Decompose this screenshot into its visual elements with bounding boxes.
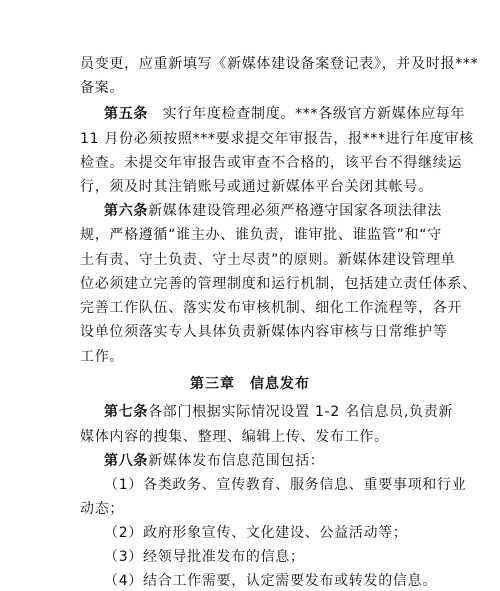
article-6-line-6: 设单位须落实专人具体负责新媒体内容审核与日常维护等 [80, 324, 448, 340]
article-7-label: 第七条 [104, 404, 149, 420]
article-5-label: 第五条 [104, 106, 149, 122]
article-7-first-line [104, 402, 453, 422]
article-6-label: 第六条 [104, 203, 149, 219]
continuation-line-2: 备案。 [80, 80, 125, 96]
article-5-line-2: 11 月份必须按照***要求提交年审报告，报***进行年度审核 [80, 131, 474, 147]
article-6-line-5: 完善工作队伍、落实发布审核机制、细化工作流程等，各开 [80, 300, 463, 316]
article-8-item-2: （2）政府形象宣传、文化建设、公益活动等； [104, 525, 408, 541]
article-7-line-2: 媒体内容的搜集、整理、编辑上传、发布工作。 [80, 429, 389, 445]
article-8-item-3: （3）经领导批准发布的信息； [104, 549, 305, 565]
chapter-3-heading: 第三章 信息发布 [190, 376, 310, 392]
article-8-item-4: （4）结合工作需要，认定需要发布或转发的信息。 [104, 573, 438, 589]
article-5-line-4: 行，须及时其注销账号或通过新媒体平台关闭其帐号。 [80, 179, 433, 195]
article-8-first-line [104, 451, 325, 471]
article-8-item-1-cont: 动态； [80, 501, 125, 517]
article-8-label: 第八条 [104, 453, 149, 469]
article-5-first-line [104, 104, 465, 124]
article-6-first-line [104, 201, 442, 221]
article-6-line-7: 工作。 [80, 349, 125, 365]
article-6-line-2: 规，严格遵循“谁主办、谁负责，谁审批、谁监管”和“守 [80, 227, 442, 243]
article-5-text: 实行年度检查制度。***各级官方新媒体应每年 [148, 106, 466, 122]
article-8-text: 新媒体发布信息范围包括： [148, 453, 325, 469]
article-6-text: 新媒体建设管理必须严格遵守国家各项法律法 [148, 203, 443, 219]
article-6-line-3: 土有责、守土负责、守土尽责”的原则。新媒体建设管理单 [80, 252, 456, 268]
article-7-text: 各部门根据实际情况设置 1-2 名信息员,负责新 [148, 404, 454, 420]
article-5-line-3: 检查。未提交年审报告或审查不合格的，该平台不得继续运 [80, 155, 463, 171]
article-6-line-4: 位必须建立完善的管理制度和运行机制，包括建立责任体系、 [80, 276, 477, 292]
article-8-item-1: （1）各类政务、宣传教育、服务信息、重要事项和行业 [104, 477, 467, 493]
continuation-line-1: 员变更，应重新填写《新媒体建设备案登记表》，并及时报*** [80, 56, 479, 72]
